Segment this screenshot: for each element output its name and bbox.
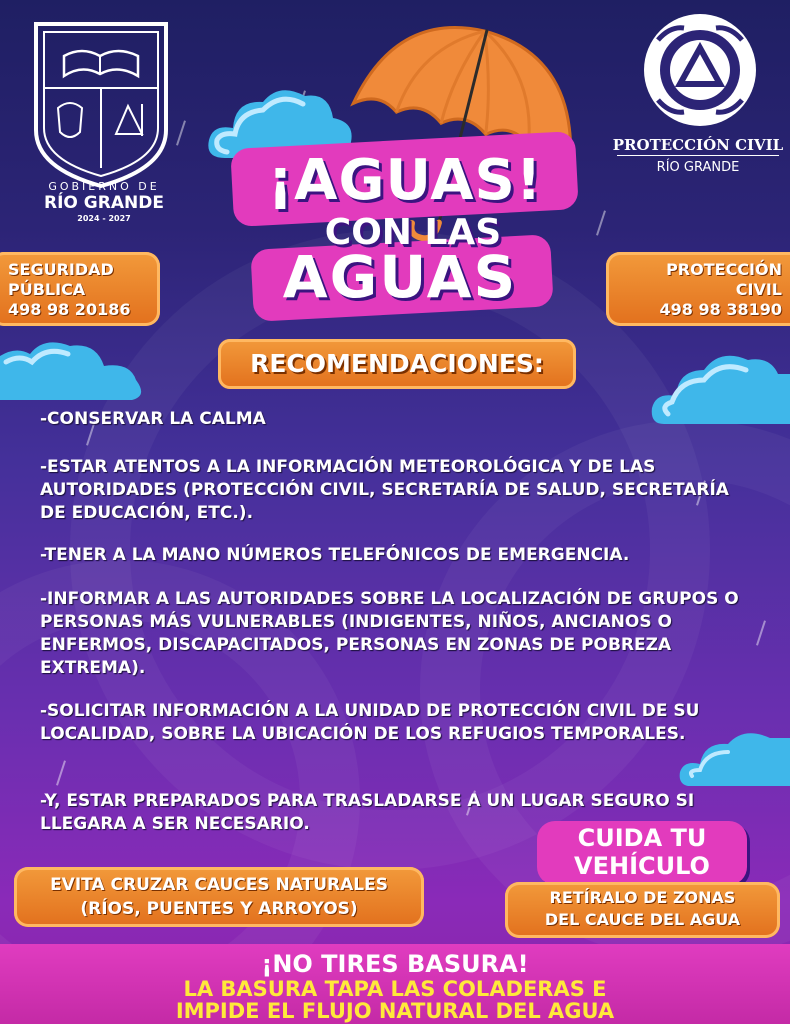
recommendation-item: -Y, ESTAR PREPARADOS PARA TRASLADARSE A UN LUGAR SEGURO SI LLEGARA A SER NECESARIO. — [40, 791, 695, 834]
footer-message-line-1: LA BASURA TAPA LAS COLADERAS E — [183, 977, 607, 1001]
recommendation-item: -SOLICITAR INFORMACIÓN A LA UNIDAD DE PROTECCIÓN CIVIL DE SU LOCALIDAD, SOBRE LA UBICACIÓN DE LOS REFUGIOS TEMPORALES. — [40, 701, 700, 744]
government-name: RÍO GRANDE — [44, 193, 164, 213]
recommendations-heading: RECOMENDACIONES: — [250, 349, 544, 378]
footer-message-line-2: IMPIDE EL FLUJO NATURAL DEL AGUA — [175, 999, 615, 1023]
contact-civil-protection-label-1: PROTECCIÓN — [666, 260, 782, 279]
vehicle-tip-line-2: DEL CAUCE DEL AGUA — [544, 910, 741, 929]
divider — [617, 155, 779, 156]
title-line-2: CON LAS — [324, 212, 502, 253]
contact-public-security-label-1: SEGURIDAD — [8, 260, 114, 279]
title-line-3: AGUAS — [282, 243, 518, 311]
cloud-icon — [0, 336, 150, 406]
government-label: GOBIERNO DE — [48, 180, 160, 193]
vehicle-callout-line-1: CUIDA TU — [577, 824, 707, 852]
recommendation-item: -CONSERVAR LA CALMA — [40, 409, 266, 429]
contact-civil-protection-phone[interactable]: 498 98 38190 — [659, 300, 782, 319]
title-line-1: ¡AGUAS! — [267, 148, 543, 213]
recommendation-item: -INFORMAR A LAS AUTORIDADES SOBRE LA LOCALIZACIÓN DE GRUPOS O PERSONAS MÁS VULNERABLES (INDIGENTES, NIÑOS, ANCIANOS O ENFERMOS, DISCAPACITADOS, PERSONAS EN ZONAS DE POBREZA EXTREMA). — [40, 589, 739, 678]
recommendation-item: -TENER A LA MANO NÚMEROS TELEFÓNICOS DE EMERGENCIA. — [40, 545, 630, 565]
footer-heading: ¡NO TIRES BASURA! — [261, 950, 529, 978]
civil-protection-location: RÍO GRANDE — [656, 160, 740, 175]
vehicle-tip-line-1: RETÍRALO DE ZONAS — [549, 888, 736, 907]
civil-protection-logo — [640, 10, 760, 130]
avoid-crossing-line-1: EVITA CRUZAR CAUCES NATURALES — [50, 875, 388, 895]
contact-public-security-phone[interactable]: 498 98 20186 — [8, 300, 131, 319]
contact-civil-protection-label-2: CIVIL — [735, 280, 782, 299]
civil-protection-name: PROTECCIÓN CIVIL — [612, 136, 784, 154]
contact-public-security-label-2: PÚBLICA — [8, 280, 86, 299]
rain-streak — [176, 120, 186, 145]
vehicle-callout-line-2: VEHÍCULO — [574, 852, 710, 880]
avoid-crossing-line-2: (RÍOS, PUENTES Y ARROYOS) — [80, 899, 358, 919]
rain-streak — [596, 210, 606, 235]
government-period: 2024 - 2027 — [77, 214, 131, 223]
recommendation-item: -ESTAR ATENTOS A LA INFORMACIÓN METEOROLÓGICA Y DE LAS AUTORIDADES (PROTECCIÓN CIVIL, SECRETARÍA DE SALUD, SECRETARÍA DE EDUCACIÓN, ETC.). — [40, 457, 729, 523]
